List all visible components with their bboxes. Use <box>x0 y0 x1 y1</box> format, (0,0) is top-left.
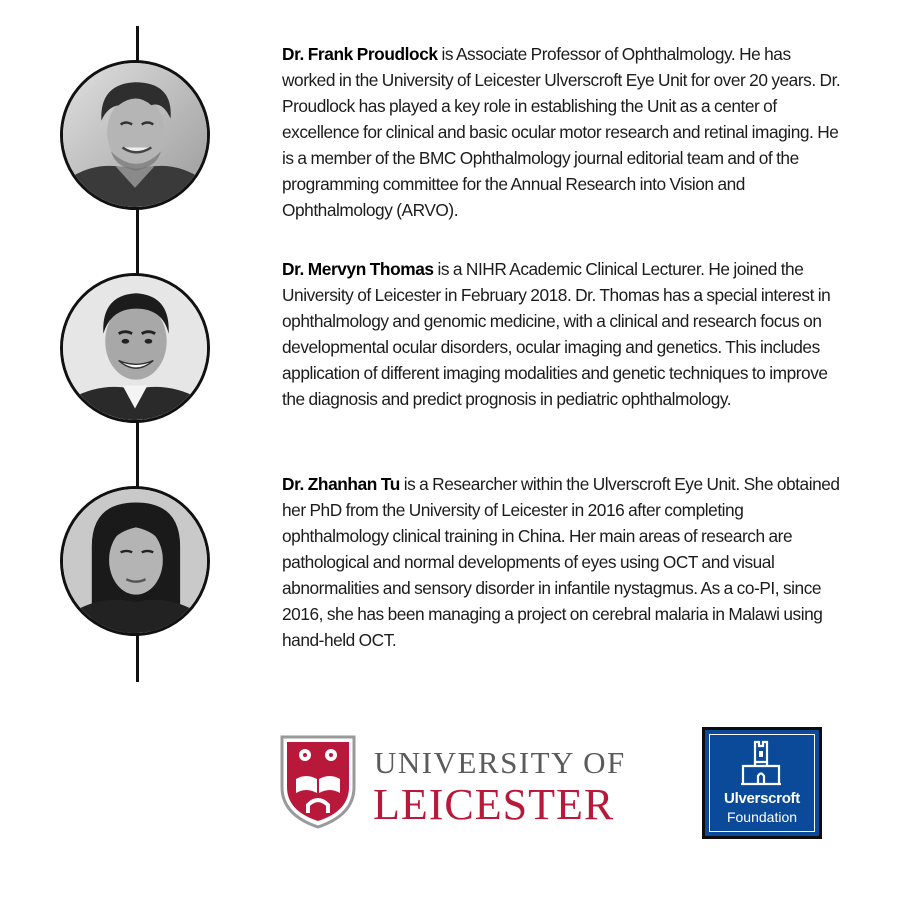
university-logo-line2: LEICESTER <box>373 780 615 829</box>
leicester-shield-icon <box>280 735 356 829</box>
foundation-subtitle: Foundation <box>726 809 798 825</box>
bio-text: is Associate Professor of Ophthalmology. He has worked in the University of Leicester Ulverscroft Eye Unit for over 20 years. Dr. Proudlock has played a key role in establishing the Unit as a center of excellence for clinical and basic ocular motor research and retinal imaging. He is a member of the BMC Ophthalmology journal editorial team and of the programming committee for the Annual Research into Vision and Ophthalmology (ARVO). <box>282 44 841 220</box>
bio-frank-proudlock <box>282 41 842 223</box>
portrait-photo-icon <box>63 276 207 420</box>
bio-text: is a Researcher within the Ulverscroft Eye Unit. She obtained her PhD from the University of Leicester in 2016 after completing ophthalmology clinical training in China. Her main areas of research are pathological and normal developments of eyes using OCT and visual abnormalities and sensory disorder in infantile nystagmus. As a co-PI, since 2016, she has been managing a project on cerebral malaria in Malawi using hand-held OCT. <box>282 474 840 650</box>
foundation-name: Ulverscroft <box>724 790 800 807</box>
bio-text: is a NIHR Academic Clinical Lecturer. He joined the University of Leicester in February 2018. Dr. Thomas has a special interest in ophthalmology and genomic medicine, with a clinical and research focus on developmental ocular disorders, ocular imaging and genetics. This includes application of different imaging modalities and genetic techniques to improve the diagnosis and predict prognosis in pediatric ophthalmology. <box>282 259 831 409</box>
portrait-frank-proudlock <box>60 60 210 210</box>
university-logo-line1: UNIVERSITY OF <box>374 745 626 780</box>
portrait-photo-icon <box>63 489 207 633</box>
bio-mervyn-thomas <box>282 256 842 412</box>
bio-zhanhan-tu <box>282 471 842 653</box>
bio-name: Dr. Frank Proudlock <box>282 44 438 64</box>
portrait-mervyn-thomas <box>60 273 210 423</box>
bio-name: Dr. Mervyn Thomas <box>282 259 434 279</box>
university-of-leicester-logo <box>280 735 640 830</box>
bio-name: Dr. Zhanhan Tu <box>282 474 400 494</box>
ulverscroft-foundation-logo <box>702 727 822 839</box>
portrait-zhanhan-tu <box>60 486 210 636</box>
portrait-photo-icon <box>63 63 207 207</box>
castle-icon <box>739 740 783 788</box>
